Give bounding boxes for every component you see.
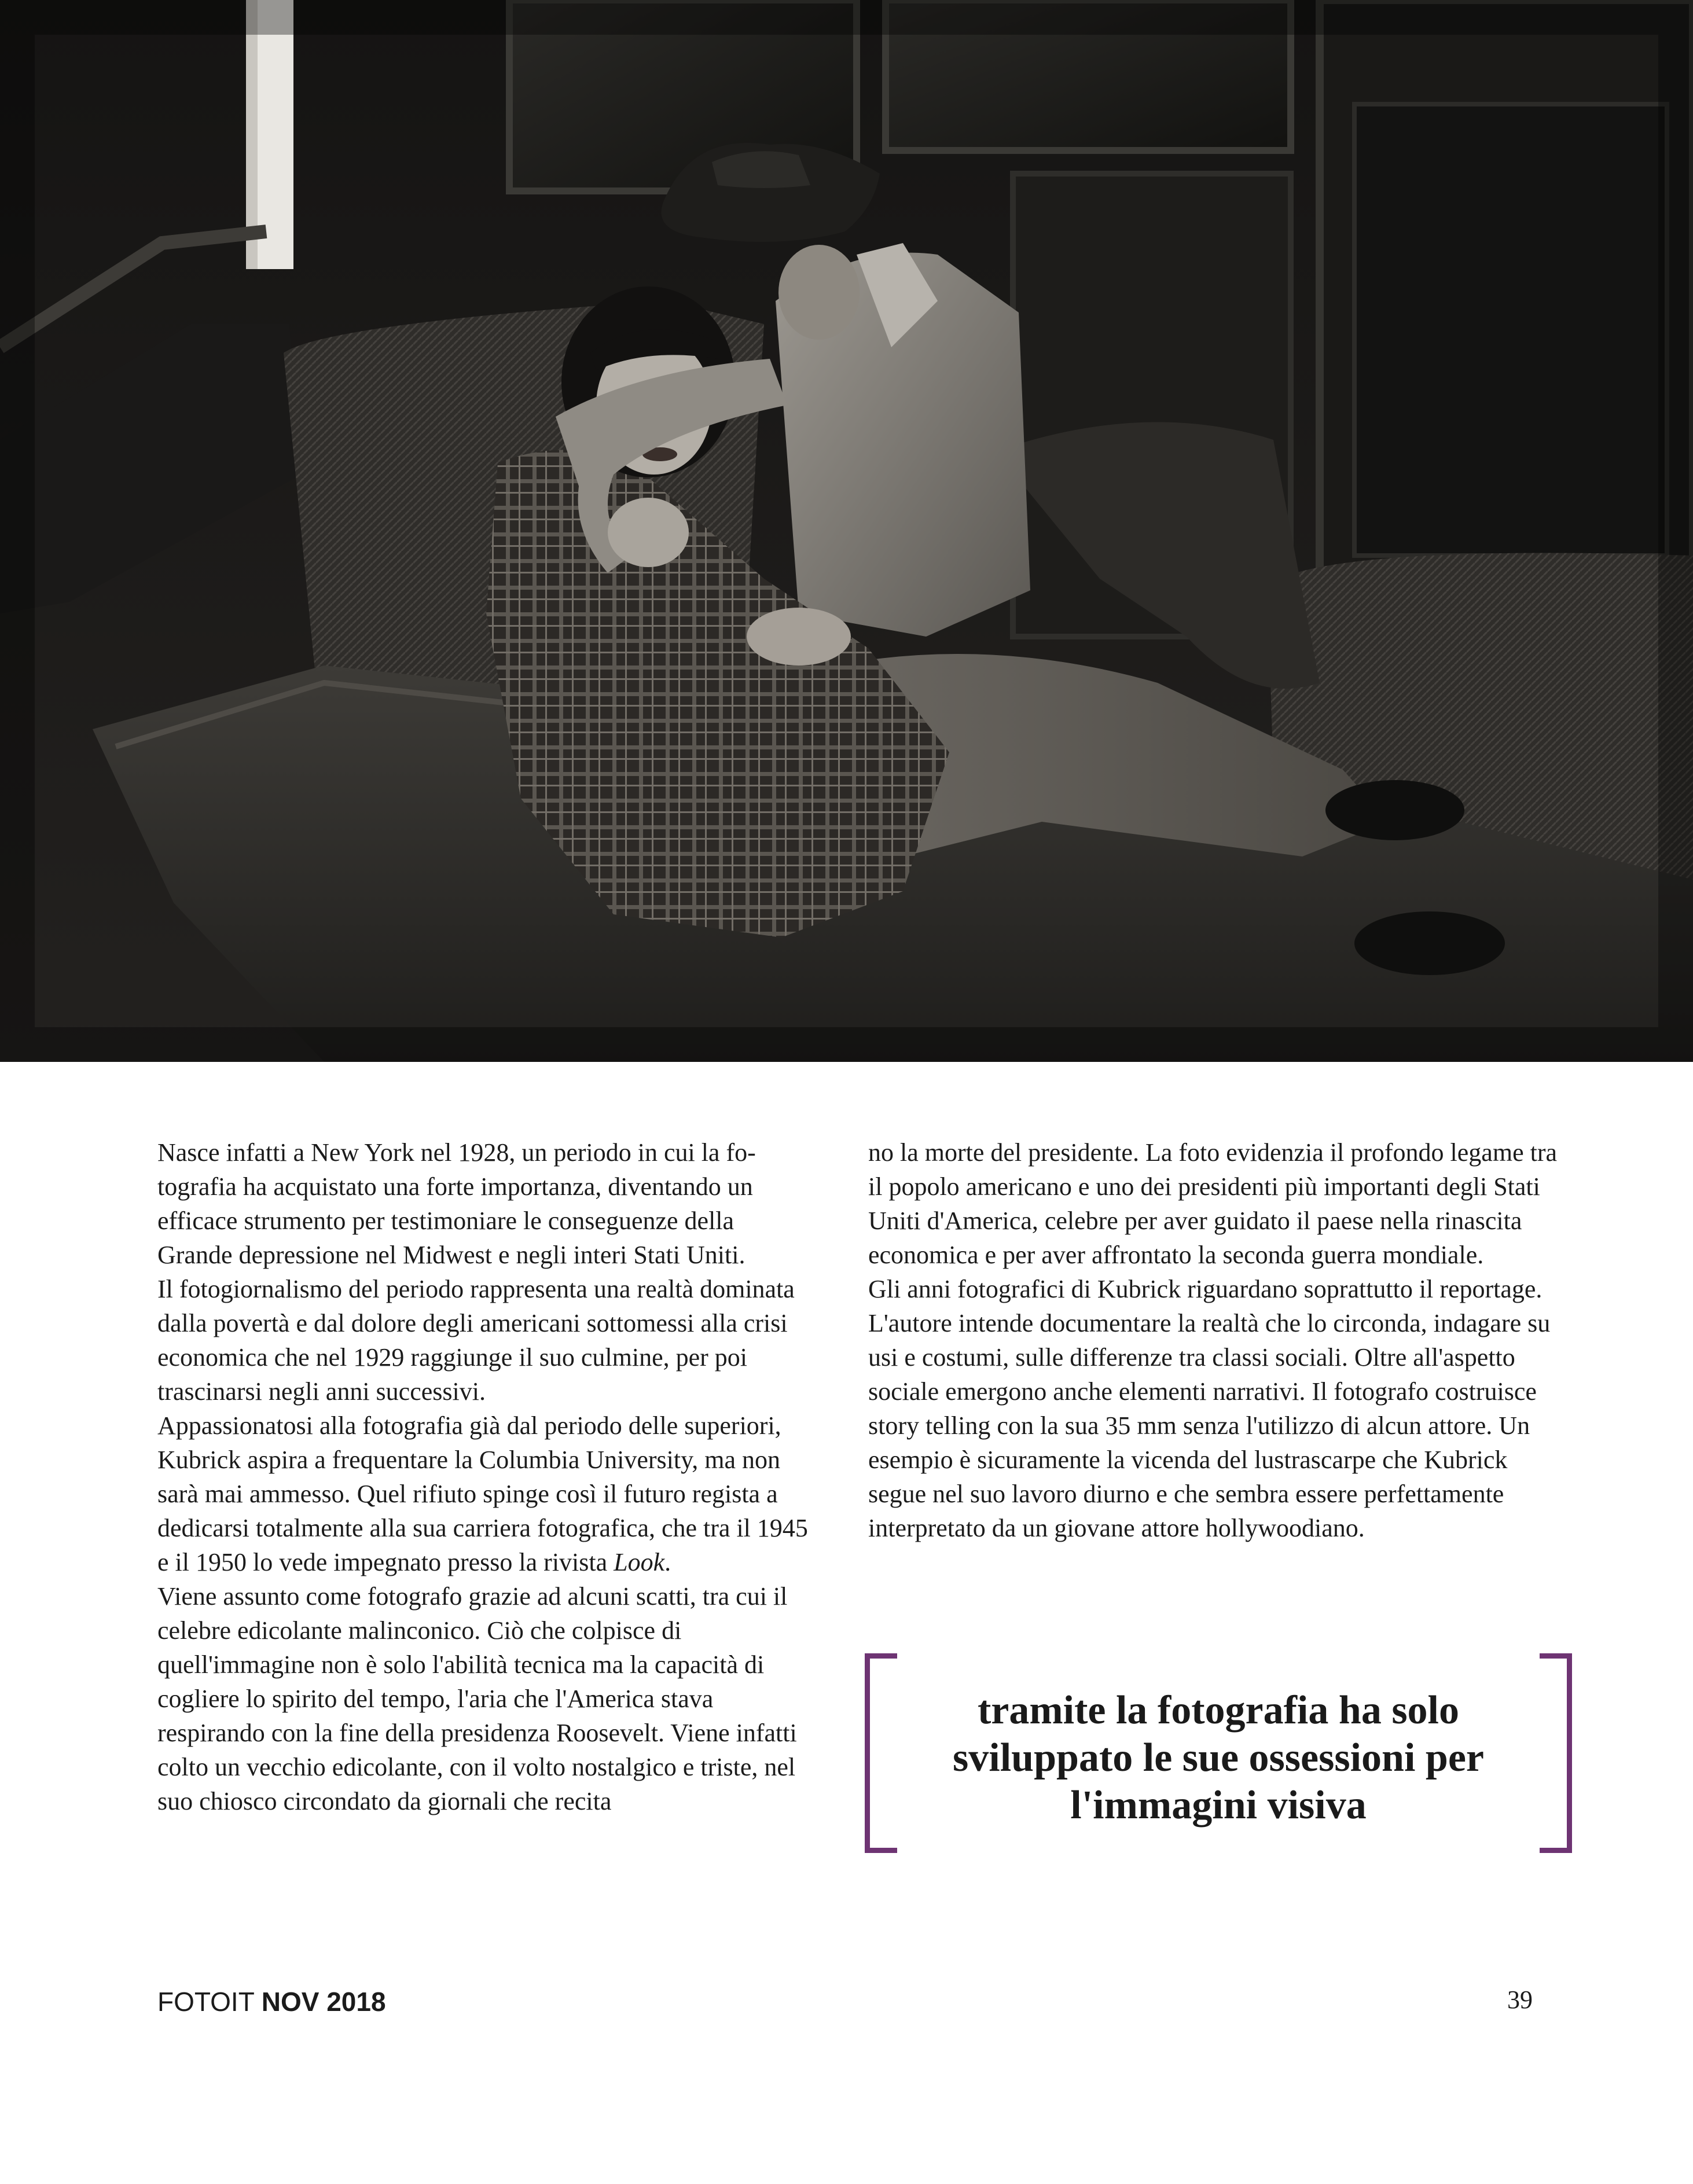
page-number: 39	[1507, 1986, 1533, 2014]
paragraph: Nasce infatti a New York nel 1928, un periodo in cui la fotografia ha acquistato una forte importanza, diventando un efficace strumento per testimoniare le conseguenze della Grande depressione nel Midwest e negli interi Stati Uniti.	[157, 1138, 756, 1269]
magazine-name: FOTOIT	[157, 1987, 254, 2017]
paragraph-text: .	[664, 1548, 671, 1576]
article-column-left	[157, 1135, 814, 1818]
paragraph: Il fotogiornalismo del periodo rappresenta una realtà dominata dalla povertà e dal dolore degli americani sottomessi alla crisi economica che nel 1929 raggiunge il suo culmine, per poi trascinarsi negli anni successivi.	[157, 1275, 795, 1406]
paragraph	[157, 1409, 814, 1579]
paragraph: Viene assunto come fotografo grazie ad alcuni scatti, tra cui il celebre edicolante malinconico. Ciò che colpisce di quell'immagine non è solo l'abilità tecnica ma la capacità di cogliere lo spirito del tempo, l'aria che l'America stava respirando con la fine della presidenza Roosevelt. Viene infatti colto un vecchio edicolante, con il volto nostalgico e triste, nel suo chiosco circondato da giornali che recita	[157, 1582, 797, 1815]
footer-magazine	[157, 1986, 386, 2017]
article-column-right	[868, 1135, 1557, 1545]
left-bracket-icon	[865, 1653, 897, 1853]
pull-quote	[865, 1653, 1572, 1853]
photo-couple-sleeping-subway-icon	[0, 0, 1693, 1062]
paragraph: no la morte del presidente. La foto evidenzia il profondo legame tra il popolo americano e uno dei presidenti più importanti degli Stati Uniti d'America, celebre per aver guidato il paese nella rinascita economica e per aver affrontato la seconda guerra mondiale.	[868, 1138, 1557, 1269]
right-bracket-icon	[1540, 1653, 1572, 1853]
article-photo	[0, 0, 1693, 1062]
issue-date: NOV 2018	[261, 1987, 386, 2017]
paragraph: Gli anni fotografici di Kubrick riguardano soprattutto il reportage. L'autore intende documentare la realtà che lo circonda, indagare su usi e costumi, sulle differenze tra classi sociali. Oltre all'aspetto sociale emergono anche elementi narrativi. Il fotografo costruisce story telling con la sua 35 mm senza l'utilizzo di alcun attore. Un esempio è sicuramente la vicenda del lustrascarpe che Kubrick segue nel suo lavoro diurno e che sembra essere perfettamente interpretato da un giovane attore hollywoodiano.	[868, 1275, 1551, 1542]
magazine-title-look: Look	[614, 1548, 665, 1576]
paragraph-text: Appassionatosi alla fotografia già dal periodo delle superiori, Kubrick aspira a frequentare la Columbia University, ma non sarà mai ammesso. Quel rifiuto spinge così il futuro regista a dedicarsi totalmente alla sua carriera fotografica, che tra il 1945 e il 1950 lo vede impegnato presso la rivista	[157, 1411, 808, 1576]
pull-quote-text: tramite la fotografia ha solo sviluppato le sue ossessioni per l'immagini visiva	[953, 1688, 1484, 1828]
